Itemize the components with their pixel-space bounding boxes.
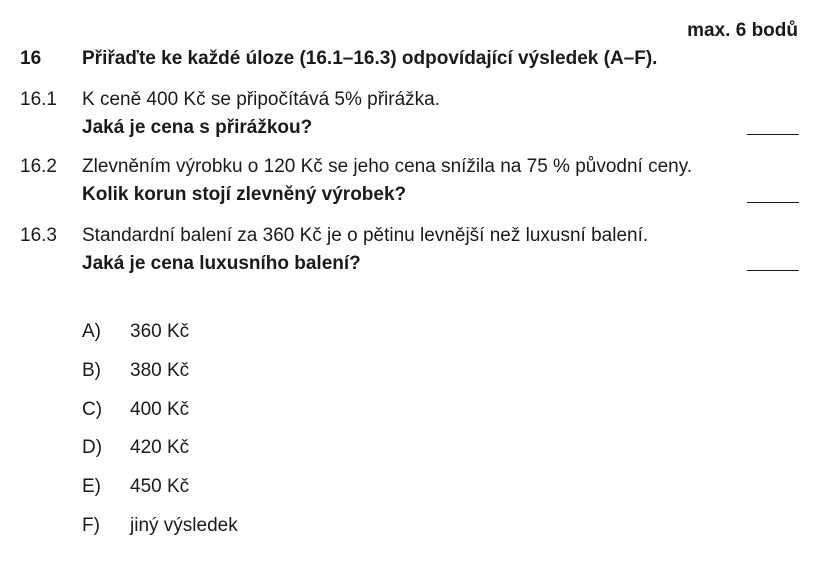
option-letter: D) [82,437,103,458]
option-value: 420 Kč [130,437,190,458]
item-number: 16.3 [20,225,57,246]
item-question: Jaká je cena s přirážkou? [82,117,313,138]
item-number: 16.1 [20,89,57,110]
answer-blank[interactable] [747,270,799,271]
max-points-label: max. 6 bodů [687,20,798,41]
answer-blank[interactable] [747,202,799,203]
option-value: 450 Kč [130,476,190,497]
task-number: 16 [20,48,42,69]
option-letter: A) [82,321,101,342]
option-value: 380 Kč [130,360,190,381]
item-text: K ceně 400 Kč se připočítává 5% přirážka. [82,89,441,110]
option-value: 400 Kč [130,399,190,420]
item-text: Zlevněním výrobku o 120 Kč se jeho cena snížila na 75 % původní ceny. [82,156,693,177]
option-value: jiný výsledek [130,515,238,536]
option-letter: F) [82,515,100,536]
item-question: Jaká je cena luxusního balení? [82,253,361,274]
option-value: 360 Kč [130,321,190,342]
answer-blank[interactable] [747,134,799,135]
task-instruction: Přiřaďte ke každé úloze (16.1–16.3) odpovídající výsledek (A–F). [82,48,658,69]
item-text: Standardní balení za 360 Kč je o pětinu levnější než luxusní balení. [82,225,649,246]
item-question: Kolik korun stojí zlevněný výrobek? [82,184,407,205]
item-number: 16.2 [20,156,57,177]
option-letter: B) [82,360,101,381]
option-letter: C) [82,399,103,420]
option-letter: E) [82,476,101,497]
